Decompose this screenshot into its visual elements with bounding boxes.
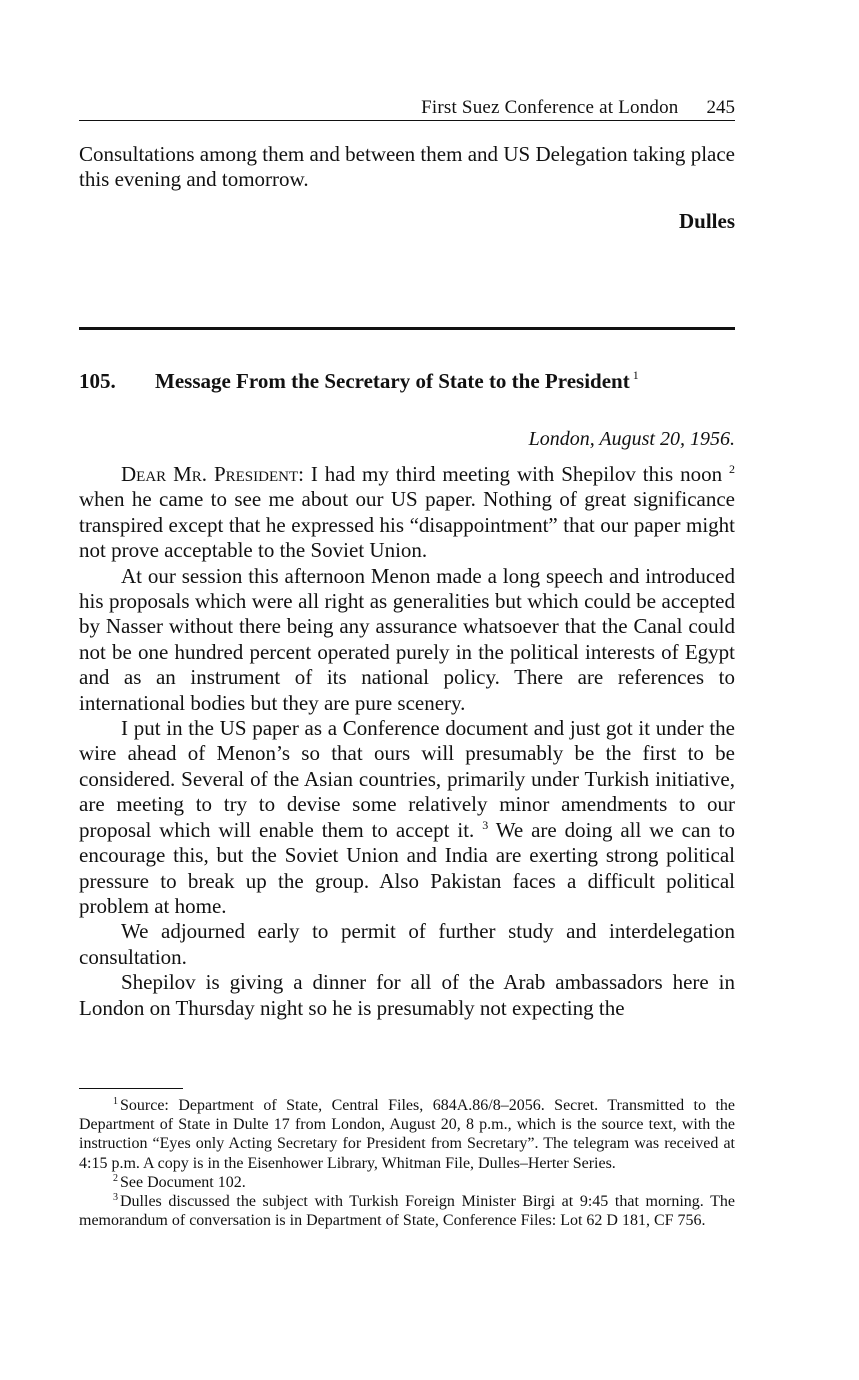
message-body bbox=[79, 462, 735, 1021]
paragraph-1 bbox=[79, 462, 735, 564]
footnote-3-text: Dulles discussed the subject with Turkish Foreign Minister Birgi at 9:45 that morning. The memorandum of conversation is in Department of State, Conference Files: Lot 62 D 181, CF 756. bbox=[79, 1193, 735, 1230]
paragraph-1-text-b: when he came to see me about our US paper. Nothing of great significance transpired except that he expressed his “disappointment” that our paper might not prove acceptable to the Soviet Union. bbox=[79, 487, 735, 563]
title-footnote-marker: 1 bbox=[632, 368, 639, 382]
document-number: 105. bbox=[79, 369, 116, 393]
signature: Dulles bbox=[678, 209, 735, 233]
paragraph-1-text-a: I had my third meeting with Shepilov this noon bbox=[310, 462, 723, 486]
salutation: Dear Mr. President: bbox=[121, 462, 304, 486]
paragraph-5: Shepilov is giving a dinner for all of the Arab ambassadors here in London on Thursday night so he is presumably not expecting the bbox=[79, 970, 735, 1020]
paragraph-3-text-a: I put in the US paper as a Conference document and just got it under the wire ahead of Menon’s so that ours will presumably be the first to be considered. Several of the Asian countries, primarily under Turkish initiative, are meeting to try to devise some relatively minor amendments to our proposal which will enable them to accept it. bbox=[79, 716, 735, 842]
paragraph-3 bbox=[79, 716, 735, 919]
document-heading bbox=[79, 360, 735, 396]
running-head-title: First Suez Conference at London bbox=[421, 97, 679, 118]
section-divider bbox=[79, 327, 735, 330]
footnote-2-text: See Document 102. bbox=[120, 1173, 246, 1191]
footnote-3 bbox=[79, 1192, 735, 1230]
footnote-1 bbox=[79, 1096, 735, 1173]
footnote-rule bbox=[79, 1088, 183, 1089]
footnote-1-text: Source: Department of State, Central Files, 684A.86/8–2056. Secret. Transmitted to the Department of State in Dulte 17 from London, August 20, 8 p.m., which is the source text, with the instruction “Eyes only Acting Secretary for President from Secretary”. The telegram was received at 4:15 p.m. A copy is in the Eisenhower Library, Whitman File, Dulles–Herter Series. bbox=[79, 1097, 735, 1172]
paragraph-4: We adjourned early to permit of further study and interdelegation consultation. bbox=[79, 919, 735, 969]
footnote-2-marker: 2 bbox=[113, 1172, 118, 1184]
footnote-1-marker: 1 bbox=[113, 1096, 118, 1107]
footnotes bbox=[79, 1096, 735, 1230]
continuation-paragraph bbox=[79, 142, 735, 193]
footnote-3-marker: 3 bbox=[113, 1192, 118, 1204]
paragraph-2: At our session this afternoon Menon made a long speech and introduced his proposals which were all right as generalities but which could be accepted by Nasser without there being any assurance whatsoever that the Canal could not be one hundred percent operated purely in the political interests of Egypt and as an instrument of its national policy. There are references to international bodies but they are pure scenery. bbox=[79, 563, 735, 715]
footnote-2 bbox=[79, 1173, 735, 1192]
document-title: Message From the Secretary of State to the President bbox=[155, 369, 630, 393]
running-head bbox=[79, 96, 735, 121]
paragraph-3-text-b: We are doing all we can to encourage this, but the Soviet Union and India are exerting strong political pressure to break up the group. Also Pakistan faces a difficult political problem at home. bbox=[79, 817, 736, 918]
page-number: 245 bbox=[706, 97, 735, 118]
dateline: London, August 20, 1956. bbox=[528, 428, 735, 450]
footnote-ref-2: 2 bbox=[729, 462, 736, 476]
continuation-text: Consultations among them and between them and US Delegation taking place this evening and tomorrow. bbox=[79, 142, 735, 192]
footnote-ref-3: 3 bbox=[482, 817, 489, 832]
